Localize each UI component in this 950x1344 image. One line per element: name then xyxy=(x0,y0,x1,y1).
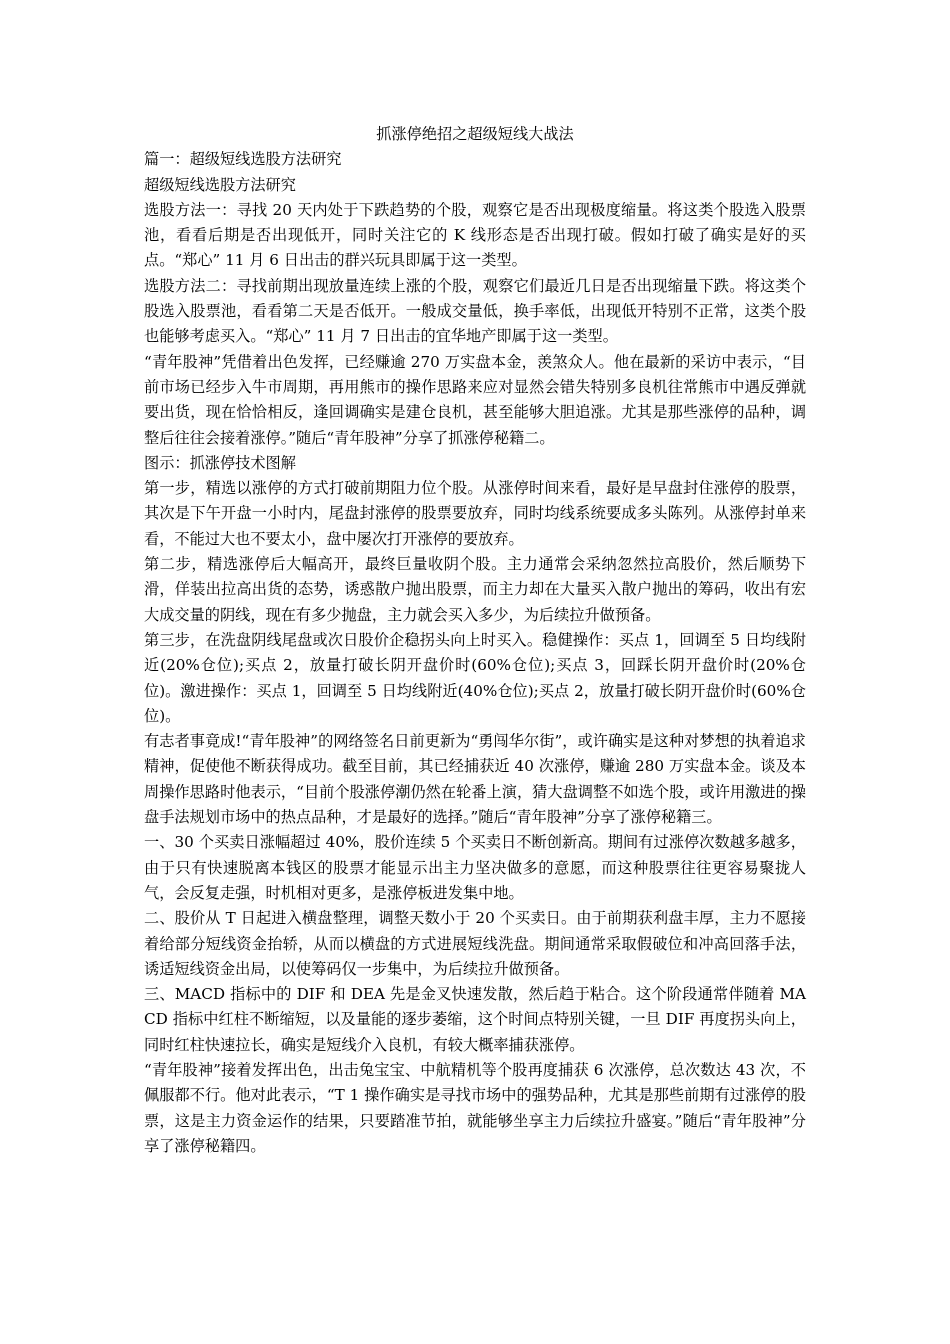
paragraph-interview-one: “青年股神”凭借着出色发挥，已经赚逾 270 万实盘本金，羡煞众人。他在最新的采访中表示，“目前市场已经步入牛市周期，再用熊市的操作思路来应对显然会错失特别多良机往常熊市中遇反弹就要出货，现在恰恰相反，逢回调确实是建仓良机，甚至能够大胆追涨。尤其是那些涨停的品种，调整后往往会接着涨停。”随后“青年股神”分享了抓涨停秘籍二。 xyxy=(144,352,806,447)
sub-heading: 超级短线选股方法研究 xyxy=(144,175,296,194)
paragraph-step-three: 第三步，在洗盘阴线尾盘或次日股价企稳拐头向上时买入。稳健操作：买点 1，回调至 5 日均线附近(20%仓位);买点 2，放量打破长阴开盘价时(60%仓位);买点 3，回踩长阴开盘价时(20%仓位)。激进操作：买点 1，回调至 5 日均线附近(40%仓位);买点 2，放量打破长阴开盘价时(60%仓位)。 xyxy=(144,630,806,725)
paragraph-step-two: 第二步，精选涨停后大幅高开，最终巨量收阴个股。主力通常会采纳忽然拉高股价，然后顺势下滑，佯装出拉高出货的态势，诱惑散户抛出股票，而主力却在大量买入散户抛出的筹码，收出有宏大成交量的阴线，现在有多少抛盘，主力就会买入多少，为后续拉升做预备。 xyxy=(144,555,806,624)
paragraph-rule-three: 三、MACD 指标中的 DIF 和 DEA 先是金叉快速发散，然后趋于粘合。这个阶段通常伴随着 MACD 指标中红柱不断缩短，以及量能的逐步萎缩，这个时间点特别关键，一旦 DIF 再度拐头向上，同时红柱快速拉长，确实是短线介入良机，有较大概率捕获涨停。 xyxy=(144,985,806,1054)
figure-caption: 图示：抓涨停技术图解 xyxy=(144,453,296,472)
paragraph-method-two: 选股方法二：寻找前期出现放量连续上涨的个股，观察它们最近几日是否出现缩量下跌。将这类个股选入股票池，看看第二天是否低开。一般成交量低，换手率低，出现低开特别不正常，这类个股也能够考虑买入。“郑心” 11 月 7 日出击的宜华地产即属于这一类型。 xyxy=(144,276,806,346)
paragraph-interview-three: “青年股神”接着发挥出色，出击兔宝宝、中航精机等个股再度捕获 6 次涨停，总次数达 43 次，不佩服都不行。他对此表示，“T 1 操作确实是寻找市场中的强势品种，尤其是那些前期有过涨停的股票，这是主力资金运作的结果，只要踏准节拍，就能够坐享主力后续拉升盛宴。”随后“青年股神”分享了涨停秘籍四。 xyxy=(144,1060,806,1155)
paragraph-interview-two: 有志者事竟成!“青年股神”的网络签名日前更新为“勇闯华尔街”，或许确实是这种对梦想的执着追求精神，促使他不断获得成功。截至目前，其已经捕获近 40 次涨停，赚逾 280 万实盘本金。谈及本周操作思路时他表示，“目前个股涨停潮仍然在轮番上演，猜大盘调整不如选个股，或许用激进的操盘手法规划市场中的热点品种，才是最好的选择。”随后“青年股神”分享了涨停秘籍三。 xyxy=(144,732,806,827)
document-title: 抓涨停绝招之超级短线大战法 xyxy=(376,125,574,143)
paragraph-rule-one: 一、30 个买卖日涨幅超过 40%，股价连续 5 个买卖日不断创新高。期间有过涨停次数越多越多，由于只有快速脱离本钱区的股票才能显示出主力坚决做多的意愿，而这种股票往往更容易聚拢人气，会反复走强，时机相对更多，是涨停板进发集中地。 xyxy=(144,833,806,902)
paragraph-step-one: 第一步，精选以涨停的方式打破前期阻力位个股。从涨停时间来看，最好是早盘封住涨停的股票，其次是下午开盘一小时内，尾盘封涨停的股票要放弃，同时均线系统要成多头陈列。从涨停封单来看，不能过大也不要太小，盘中屡次打开涨停的要放弃。 xyxy=(144,479,806,548)
document-page xyxy=(144,122,806,1159)
section-heading: 篇一：超级短线选股方法研究 xyxy=(144,150,342,169)
paragraph-method-one: 选股方法一：寻找 20 天内处于下跌趋势的个股，观察它是否出现极度缩量。将这类个股选入股票池，看看后期是否出现低开，同时关注它的 K 线形态是否出现打破。假如打破了确实是好的买点。“郑心” 11 月 6 日出击的群兴玩具即属于这一类型。 xyxy=(144,200,806,270)
paragraph-rule-two: 二、股价从 T 日起进入横盘整理，调整天数小于 20 个买卖日。由于前期获利盘丰厚，主力不愿接着给部分短线资金抬轿，从而以横盘的方式进展短线洗盘。期间通常采取假破位和冲高回落手法，诱适短线资金出局，以使筹码仅一步集中，为后续拉升做预备。 xyxy=(144,909,806,978)
